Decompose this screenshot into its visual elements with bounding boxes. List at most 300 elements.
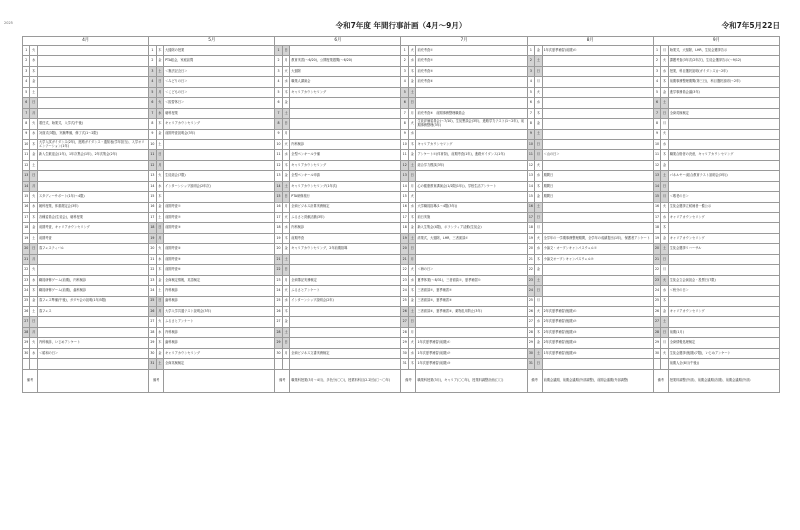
day-number: 9 xyxy=(527,129,534,139)
event-text: インターンシップ説明会(2年次) xyxy=(164,181,275,191)
weekday: 金 xyxy=(30,296,37,306)
weekday: 日 xyxy=(408,244,415,254)
event-text: 生徒会選挙(後期)(7限)，いじめアンケート xyxy=(668,348,779,358)
day-number: 21 xyxy=(401,254,408,264)
event-text: 三者面談③，夏季補習③ xyxy=(416,296,527,306)
event-text: 内科検診 xyxy=(290,223,401,233)
event-text xyxy=(416,244,527,254)
event-text: 三者面談②，夏季補習② xyxy=(416,286,527,296)
weekday: 日 xyxy=(156,223,163,233)
day-number: 16 xyxy=(653,202,660,212)
remarks-cell: 前期会議期，前期会議期(外部調整)，前期会議期(外部調整) xyxy=(542,369,653,392)
event-text: 内科検診 xyxy=(164,327,275,337)
event-text: ＜海の日＞ xyxy=(416,265,527,275)
day-number: 12 xyxy=(275,160,282,170)
event-text: 前充考査① xyxy=(416,46,527,56)
event-text: 大学職員指導(1～4限(3年)) xyxy=(416,202,527,212)
weekday: 木 xyxy=(661,77,668,87)
day-number: 19 xyxy=(23,233,30,243)
weekday: 金 xyxy=(30,150,37,160)
weekday: 金 xyxy=(282,98,289,108)
day-number: 21 xyxy=(275,254,282,264)
weekday: 金 xyxy=(282,317,289,327)
day-row xyxy=(23,98,780,108)
day-number: 11 xyxy=(401,150,408,160)
event-text: 新入生集会(4限)，ボランティア活動(生徒会) xyxy=(416,223,527,233)
event-text xyxy=(37,66,148,76)
day-number: 29 xyxy=(527,338,534,348)
event-text: 全商ビジネス文書実務検定 xyxy=(290,348,401,358)
event-text: キャリアカウンセリング xyxy=(290,87,401,97)
event-text xyxy=(290,108,401,118)
day-number: 1 xyxy=(401,46,408,56)
day-number: 6 xyxy=(653,98,660,108)
event-text: キャリアカウンセリング xyxy=(668,233,779,243)
day-number: 13 xyxy=(527,171,534,181)
day-row xyxy=(23,317,780,327)
day-number: 20 xyxy=(275,244,282,254)
weekday: 火 xyxy=(282,66,289,76)
day-number xyxy=(653,359,660,369)
day-number: 6 xyxy=(275,98,282,108)
event-text xyxy=(290,254,401,264)
schedule-body xyxy=(23,46,780,393)
event-text: 大学入試ガイダンス(2年)，進路ガイダンス・通知表(学年担当)，入学オリエンテーション(1年) xyxy=(37,139,148,149)
sheet-header xyxy=(4,18,780,36)
day-number: 20 xyxy=(23,244,30,254)
weekday: 火 xyxy=(156,244,163,254)
weekday: 月 xyxy=(282,129,289,139)
weekday: 月 xyxy=(156,160,163,170)
day-number: 5 xyxy=(401,87,408,97)
event-text xyxy=(542,286,653,296)
month-header: 5月 xyxy=(149,37,275,46)
event-text: 三者面談④，夏季補習④，薬物乱用防止(3年) xyxy=(416,306,527,316)
event-text: キャリアカウンセリング xyxy=(416,139,527,149)
event-text: 2年次夏季補習(後期)③ xyxy=(542,327,653,337)
day-number: 21 xyxy=(149,254,156,264)
event-text: 小論文オープンキャンパスウェル② xyxy=(542,254,653,264)
day-row xyxy=(23,244,780,254)
weekday: 土 xyxy=(535,348,542,358)
day-number: 28 xyxy=(527,327,534,337)
day-number: 8 xyxy=(653,119,660,129)
day-number: 16 xyxy=(401,202,408,212)
event-text xyxy=(37,317,148,327)
event-text: 全商ビジネス計算実務検定 xyxy=(290,202,401,212)
day-number: 15 xyxy=(149,192,156,202)
weekday: 日 xyxy=(30,244,37,254)
weekday: 火 xyxy=(282,286,289,296)
event-text xyxy=(542,223,653,233)
weekday: 金 xyxy=(30,223,37,233)
weekday: 日 xyxy=(282,192,289,202)
day-number: 20 xyxy=(527,244,534,254)
event-text xyxy=(668,139,779,149)
event-text: 教育実習(～6/20)，公開授業週間(～6/20) xyxy=(290,56,401,66)
weekday: 水 xyxy=(30,275,37,285)
day-number: 16 xyxy=(275,202,282,212)
weekday: 月 xyxy=(661,119,668,129)
event-text: 大学入学共通テスト説明会(3年) xyxy=(164,306,275,316)
weekday: 月 xyxy=(282,56,289,66)
event-text xyxy=(668,98,779,108)
event-text: キャリアカウンセリング，2年前期指導 xyxy=(290,244,401,254)
day-number: 26 xyxy=(401,306,408,316)
day-number: 4 xyxy=(275,77,282,87)
day-number: 1 xyxy=(149,46,156,56)
day-number: 22 xyxy=(653,265,660,275)
event-text xyxy=(37,77,148,87)
event-text: ＜こどもの日＞ xyxy=(164,87,275,97)
day-number: 23 xyxy=(275,275,282,285)
event-text: 大掃除の授業 xyxy=(164,46,275,56)
day-number: 5 xyxy=(149,87,156,97)
weekday: 火 xyxy=(661,56,668,66)
day-row xyxy=(23,348,780,358)
weekday: 水 xyxy=(408,348,415,358)
event-text xyxy=(542,98,653,108)
weekday: 水 xyxy=(408,129,415,139)
weekday: 水 xyxy=(535,171,542,181)
day-number: 7 xyxy=(653,108,660,118)
event-text xyxy=(37,56,148,66)
weekday: 水 xyxy=(408,275,415,285)
day-number: 18 xyxy=(401,223,408,233)
weekday: 火 xyxy=(30,265,37,275)
day-number: 20 xyxy=(149,244,156,254)
day-number: 31 xyxy=(527,359,534,369)
day-number: 30 xyxy=(401,348,408,358)
day-number: 19 xyxy=(401,233,408,243)
day-number: 17 xyxy=(527,213,534,223)
weekday: 日 xyxy=(661,327,668,337)
event-text: 全学年の一学期事務整理期間，全学年の成績提出(1年)，保護者アンケート xyxy=(542,233,653,243)
event-text: キャリアカウンセリング xyxy=(668,306,779,316)
day-number: 27 xyxy=(149,317,156,327)
weekday: 土 xyxy=(282,327,289,337)
weekday: 土 xyxy=(661,244,668,254)
day-number: 15 xyxy=(653,192,660,202)
day-number: 7 xyxy=(401,108,408,118)
day-number: 9 xyxy=(401,129,408,139)
event-text: 全商情報処理検定 xyxy=(668,338,779,348)
event-text: ＜振替休日＞ xyxy=(164,98,275,108)
event-text: 生徒会立会演説会・投票日(7限) xyxy=(668,275,779,285)
day-number: 6 xyxy=(23,98,30,108)
weekday: 土 xyxy=(408,87,415,97)
weekday: 水 xyxy=(156,181,163,191)
event-text xyxy=(37,160,148,170)
day-number: 4 xyxy=(149,77,156,87)
event-text xyxy=(290,46,401,56)
remarks-label: 備考 xyxy=(401,369,416,392)
event-text xyxy=(668,181,779,191)
day-number: 31 xyxy=(401,359,408,369)
event-text xyxy=(542,265,653,275)
day-number: 23 xyxy=(149,275,156,285)
event-text: 着任式，始業式，入学式(午後) xyxy=(37,119,148,129)
event-text: 生徒会選挙リハーサル xyxy=(668,244,779,254)
day-number: 12 xyxy=(527,160,534,170)
weekday xyxy=(282,359,289,369)
day-number: 18 xyxy=(23,223,30,233)
event-text: 夏季休業(～8/31)，三者面談①，夏季補習① xyxy=(416,275,527,285)
event-text xyxy=(542,139,653,149)
event-text xyxy=(164,160,275,170)
weekday: 金 xyxy=(661,160,668,170)
event-text xyxy=(416,171,527,181)
weekday: 水 xyxy=(282,223,289,233)
day-number: 7 xyxy=(149,108,156,118)
remarks-cell: 職業科授業(3月～4月)，多色分(〇〇)，授業料科目(2.2回)(〇～〇年) xyxy=(290,369,401,392)
weekday: 日 xyxy=(282,46,289,56)
month-header: 6月 xyxy=(275,37,401,46)
day-number: 25 xyxy=(401,296,408,306)
weekday: 土 xyxy=(282,181,289,191)
sheet-title: 令和7年度 年間行事計画（4月～9月） xyxy=(335,21,467,30)
event-text xyxy=(542,66,653,76)
day-number: 28 xyxy=(401,327,408,337)
event-text: キャリアカウンセリング xyxy=(164,119,275,129)
remarks-cell: 職業科授業(3月)，キャリア(〇〇年)，授業料調整計画(〇〇) xyxy=(416,369,527,392)
event-text xyxy=(290,359,401,369)
event-text: 課題考査(3年次/2年次)，生徒会選挙告示(～9/12) xyxy=(668,56,779,66)
event-text: ＜秋分の日＞ xyxy=(668,286,779,296)
event-text xyxy=(37,98,148,108)
day-number: 13 xyxy=(275,171,282,181)
day-number: 30 xyxy=(275,348,282,358)
weekday: 土 xyxy=(408,233,415,243)
day-number: 1 xyxy=(23,46,30,56)
day-number: 12 xyxy=(653,160,660,170)
event-text xyxy=(164,139,275,149)
weekday: 火 xyxy=(408,119,415,129)
remarks-label: 備考 xyxy=(149,369,164,392)
day-number: 29 xyxy=(401,338,408,348)
day-number: 4 xyxy=(23,77,30,87)
event-text xyxy=(290,129,401,139)
event-text: 職業合格者の決意，キャリアカウンセリング xyxy=(668,150,779,160)
weekday: 土 xyxy=(156,286,163,296)
weekday: 火 xyxy=(156,98,163,108)
weekday: 月 xyxy=(30,181,37,191)
day-number: 26 xyxy=(23,306,30,316)
day-number: 26 xyxy=(149,306,156,316)
weekday: 月 xyxy=(535,150,542,160)
event-text: ＜山の日＞ xyxy=(542,150,653,160)
day-number: 6 xyxy=(527,98,534,108)
event-text: ＜昭和の日＞ xyxy=(37,348,148,358)
event-text xyxy=(542,160,653,170)
weekday: 火 xyxy=(30,119,37,129)
event-text xyxy=(542,77,653,87)
event-text xyxy=(668,119,779,129)
event-text: 前期事務整理期間(第三日)，科目選択説明(～2年) xyxy=(668,77,779,87)
weekday: 火 xyxy=(661,348,668,358)
day-number: 19 xyxy=(653,233,660,243)
weekday: 木 xyxy=(408,286,415,296)
weekday: 日 xyxy=(30,98,37,108)
sheet-corner-label: 2025 xyxy=(4,21,13,25)
weekday: 木 xyxy=(408,66,415,76)
day-number: 8 xyxy=(401,119,408,129)
event-text: 前期(1月) xyxy=(668,327,779,337)
weekday: 月 xyxy=(30,327,37,337)
weekday: 水 xyxy=(282,150,289,160)
weekday: 水 xyxy=(30,129,37,139)
event-text: インターンシップ説明会(2年) xyxy=(290,296,401,306)
event-text xyxy=(164,233,275,243)
weekday: 木 xyxy=(282,160,289,170)
day-number: 9 xyxy=(149,129,156,139)
weekday: 火 xyxy=(282,213,289,223)
weekday: 日 xyxy=(535,286,542,296)
weekday: 木 xyxy=(535,181,542,191)
event-text: 2年次夏季補習(後期)① xyxy=(542,306,653,316)
weekday: 水 xyxy=(30,348,37,358)
day-number: 22 xyxy=(275,265,282,275)
day-row xyxy=(23,265,780,275)
weekday: 日 xyxy=(156,296,163,306)
day-number: 8 xyxy=(149,119,156,129)
day-number: 19 xyxy=(527,233,534,243)
day-number: 16 xyxy=(149,202,156,212)
month-header: 9月 xyxy=(653,37,779,46)
event-text: 前期考査，キャリアカウンセリング xyxy=(37,223,148,233)
weekday: 土 xyxy=(661,317,668,327)
event-text: 春フェス準備(午後)，ガダヤ会の説明(1年/5限) xyxy=(37,296,148,306)
day-row xyxy=(23,66,780,76)
day-number: 24 xyxy=(401,286,408,296)
day-number: 10 xyxy=(149,139,156,149)
weekday: 木 xyxy=(408,213,415,223)
event-text xyxy=(37,265,148,275)
weekday: 日 xyxy=(661,108,668,118)
weekday: 火 xyxy=(661,129,668,139)
weekday: 日 xyxy=(30,317,37,327)
day-number: 13 xyxy=(23,171,30,181)
day-number: 27 xyxy=(23,317,30,327)
event-text: 進学事務員会議(3年) xyxy=(668,87,779,97)
day-number: 21 xyxy=(527,254,534,264)
weekday: 木 xyxy=(535,108,542,118)
weekday: 木 xyxy=(408,139,415,149)
weekday: 金 xyxy=(156,56,163,66)
day-number: 3 xyxy=(401,66,408,76)
day-number: 14 xyxy=(275,181,282,191)
weekday: 金 xyxy=(535,46,542,56)
event-text: 職員研修ゲーム(前期)，内科検診 xyxy=(37,275,148,285)
day-number: 13 xyxy=(149,171,156,181)
day-number: 7 xyxy=(275,108,282,118)
weekday: 土 xyxy=(535,129,542,139)
weekday: 水 xyxy=(661,213,668,223)
day-number xyxy=(275,359,282,369)
event-text: 始業式，大掃除，LHR，生徒会選挙告示 xyxy=(668,46,779,56)
day-number: 10 xyxy=(275,139,282,149)
weekday: 土 xyxy=(282,254,289,264)
weekday: 土 xyxy=(535,56,542,66)
event-text xyxy=(542,108,653,118)
day-number xyxy=(23,359,30,369)
day-number: 3 xyxy=(149,66,156,76)
weekday: 日 xyxy=(156,150,163,160)
weekday: 火 xyxy=(535,233,542,243)
day-number: 29 xyxy=(275,338,282,348)
day-number: 4 xyxy=(653,77,660,87)
day-row xyxy=(23,119,780,129)
event-text xyxy=(290,317,401,327)
event-text: 前期考査⑤ xyxy=(164,254,275,264)
weekday: 木 xyxy=(661,296,668,306)
weekday: 月 xyxy=(282,348,289,358)
weekday: 日 xyxy=(661,254,668,264)
day-row xyxy=(23,202,780,212)
event-text: 総合学力模試(3年) xyxy=(416,160,527,170)
weekday: 土 xyxy=(30,160,37,170)
weekday: 月 xyxy=(156,306,163,316)
event-text xyxy=(542,129,653,139)
day-number: 2 xyxy=(401,56,408,66)
day-number: 29 xyxy=(653,338,660,348)
weekday xyxy=(30,359,37,369)
day-number: 12 xyxy=(149,160,156,170)
day-number: 28 xyxy=(275,327,282,337)
day-number: 28 xyxy=(23,327,30,337)
day-number: 19 xyxy=(275,233,282,243)
day-number: 15 xyxy=(275,192,282,202)
event-text xyxy=(37,108,148,118)
weekday: 日 xyxy=(661,181,668,191)
remarks-cell xyxy=(37,369,148,392)
weekday: 金 xyxy=(156,275,163,285)
day-number: 11 xyxy=(653,150,660,160)
event-text: 全商検定情報，英語検定 xyxy=(164,275,275,285)
event-text: 春フェス xyxy=(37,306,148,316)
day-number: 10 xyxy=(527,139,534,149)
day-number: 2 xyxy=(23,56,30,66)
weekday: 木 xyxy=(156,119,163,129)
weekday: 土 xyxy=(535,202,542,212)
weekday: 金 xyxy=(535,119,542,129)
day-number: 1 xyxy=(653,46,660,56)
day-number: 17 xyxy=(23,213,30,223)
weekday: 金 xyxy=(408,296,415,306)
weekday: 土 xyxy=(156,139,163,149)
day-number: 29 xyxy=(23,338,30,348)
weekday: 月 xyxy=(661,265,668,275)
day-number: 28 xyxy=(149,327,156,337)
remarks-cell: 授業料調整(外部)，前期会議期(各期)，前期会議期(外部) xyxy=(668,369,779,392)
day-number: 11 xyxy=(527,150,534,160)
day-number: 23 xyxy=(23,275,30,285)
day-number: 14 xyxy=(527,181,534,191)
weekday: 火 xyxy=(661,275,668,285)
day-row xyxy=(23,223,780,233)
schedule-sheet xyxy=(4,18,780,393)
weekday xyxy=(661,359,668,369)
event-text xyxy=(416,317,527,327)
weekday: 日 xyxy=(535,66,542,76)
weekday: 金 xyxy=(661,306,668,316)
event-text xyxy=(668,317,779,327)
remarks-label: 備考 xyxy=(653,369,668,392)
weekday: 火 xyxy=(408,46,415,56)
day-row xyxy=(23,233,780,243)
weekday: 日 xyxy=(156,77,163,87)
event-text: 1年次夏季補習(前期)③ xyxy=(416,359,527,369)
